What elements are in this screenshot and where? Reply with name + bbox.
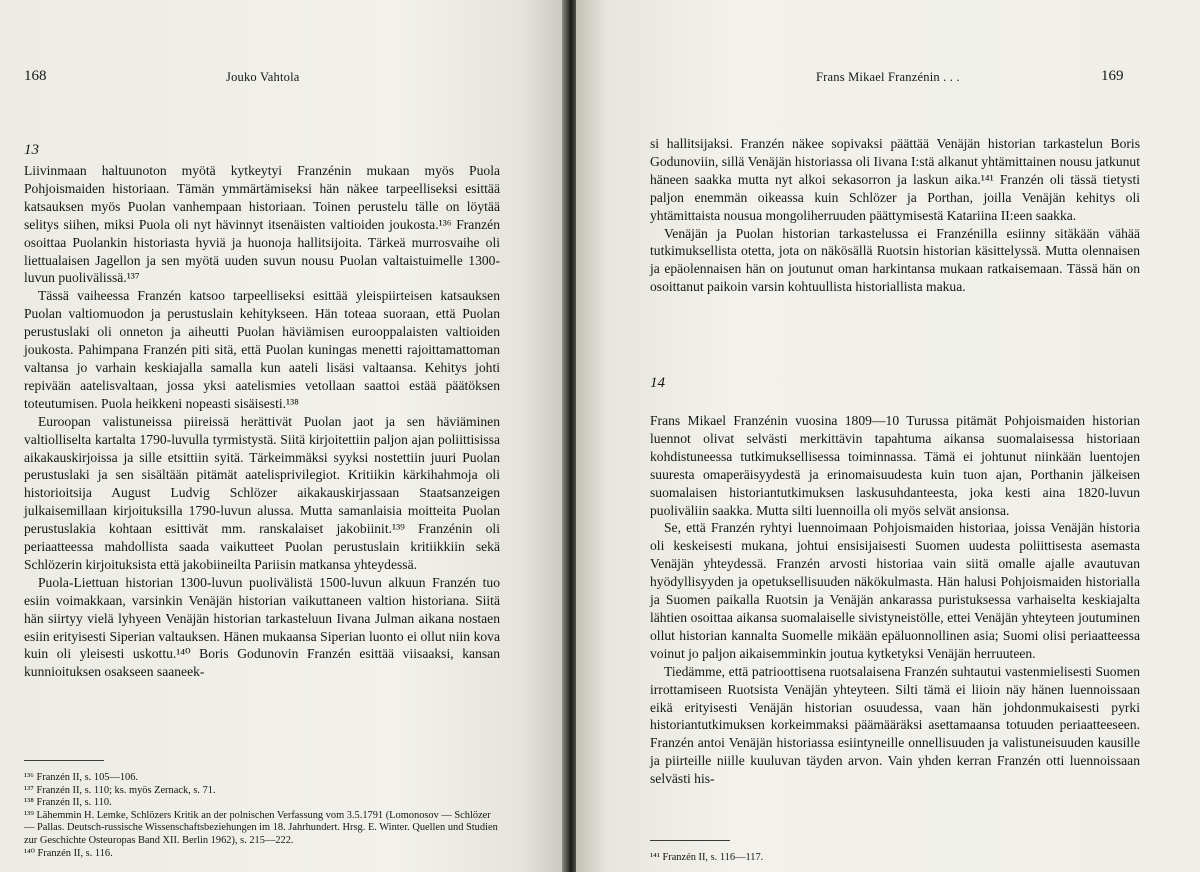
- footnotes-left: [24, 772, 500, 860]
- right-page: [576, 0, 1200, 872]
- paragraph: Puola-Liettuan historian 1300-luvun puolivälistä 1500-luvun alkuun Franzén tuo esiin voimakkaan, varsinkin Venäjän historian vaikuttaneen valtion historiana. Siitä hän siirtyy vielä lyhyeen Venäjän historian tarkasteluun Iivana Julman aikana nostaen esiin erityisesti Siperian valtauksen. Hänen mukaansa Siperian luonto ei ollut niin kova kuin oli yleisesti uskottu.¹⁴⁰ Boris Godunovin Franzén esittää viisaaksi, kansan kunnioituksen osakseen saaneek-: [24, 574, 500, 680]
- footnote-138: ¹³⁸ Franzén II, s. 110.: [24, 797, 112, 809]
- paragraph: Euroopan valistuneissa piireissä herättivät Puolan jaot ja sen häviäminen valtiolliselta kartalta 1790-luvulla tyrmistystä. Siitä kirjoitettiin paljon ajan poliittisissa aikakauskirjoissa ja sille etsittiin syitä. Tärkeimmäksi syyksi nostettiin juuri Puolan perustuslaki ja sen sisältään pitämät aatelisprivilegiot. Kritiikin kärkihahmoja oli historioitsija August Ludvig Schlözer aikakauskirjassaan Staatsanzeigen julkaisemillaan kirjoituksilla 1790-luvun alussa. Mutta samanlaisia moitteita Puolan perustuslakia kohtaan esittivät mm. ranskalaiset jakobiinit.¹³⁹ Franzénin oli periaatteessa mahdollista saada vaikutteet Puolan perustuslain kritiikkiin sekä Schlözerin kirjoituksista että jakobiineilta Pariisin matkansa yhteydessä.: [24, 413, 500, 572]
- paragraph: Se, että Franzén ryhtyi luennoimaan Pohjoismaiden historiaa, joissa Venäjän historia oli keskeisesti mukana, johtui ensisijaisesti Suomen uudesta poliittisesta asemasta Venäjän yhteydessä. Franzén arvosti historiaa vain siitä omalle ajalle avautuvan hyödyllisyyden ja opetuksellisuuden näkökulmasta. Hän halusi Pohjoismaiden historialla ja Suomen paikalla Ruotsin ja Venäjän ankarassa puristuksessa varhaiselta keskiajalta lähtien osoittaa aikansa suomalaiselle sivistyneistölle, ettei Venäjän yhteyteen joutuminen ollut historian kannalta Suomelle mikään epäluonnollinen asia; Suomi olisi periaatteessa voinut jo paljon aikaisemminkin joutua kytketyksi Venäjän herruuteen.: [650, 520, 1140, 661]
- paragraph: Venäjän ja Puolan historian tarkastelussa ei Franzénilla esiinny sitäkään vähää tutkimuksellista otetta, jota on näkösällä Ruotsin historian käsittelyssä. Mutta olennaisen ja epäolennaisen hän on joutunut oman harkintansa mukaan ratkaisemaan. Tässä hän on osoittanut paikoin varsin kohtuullista historiallista makua.: [650, 225, 1140, 295]
- paragraph: Tiedämme, että patrioottisena ruotsalaisena Franzén suhtautui vastenmielisesti Suomen irrottamiseen Ruotsista Venäjän yhteyteen. Silti tämä ei liioin näy hänen luennoissaan eikä erityisesti Venäjän historian osuudessa, vaan hän johdonmukaisesti pyrki historiantutkimuksen korkeimmaksi päämääräksi asettamaansa totuuden periaatteeseen. Franzén antoi Venäjän historiassa esiintyneille onnellisuuden ja valistuneisuuden kausille ja piirteille niille kuuluvan täyden arvon. Vain yhden kerran Franzén otti luennoissaan selvästi his-: [650, 663, 1140, 787]
- footnote-141: ¹⁴¹ Franzén II, s. 116—117.: [650, 852, 764, 863]
- page-number-left: 168: [24, 68, 47, 84]
- paragraph: Tässä vaiheessa Franzén katsoo tarpeelliseksi esittää yleispiirteisen katsauksen Puolan valtiomuodon ja perustuslain kehitykseen. Hän toteaa suoraan, että Puolan perustuslaki oli onneton ja aiheutti Puolan häviämisen eurooppalaisten valtioiden joukosta. Pahimpana Franzén piti sitä, että Puolan kuningas menetti rajoittamattoman valtansa jo varhain keskiajalla samalla kun aateli lisäsi valtaansa. Kehitys johti repivään aatelisvaltaan, jossa yksi aatelismies vetollaan saattoi estää päätöksen toteutumisen. Puola heikkeni nopeasti sisäisesti.¹³⁸: [24, 288, 500, 411]
- running-head-right: Frans Mikael Franzénin . . .: [816, 70, 960, 84]
- right-page-body-top: [650, 135, 1140, 296]
- left-page-body: [24, 162, 500, 681]
- paragraph: Liivinmaan haltuunoton myötä kytkeytyi Franzénin mukaan myös Puola Pohjoismaiden historiaan. Tämän ymmärtämiseksi hän näkee tarpeelliseksi esittää katsauksen myös Puolan vanhempaan historiaan. Toinen perustelu tälle on löytää selitys siihen, miksi Puola oli nyt hävinnyt itsenäisten valtioiden joukosta.¹³⁶ Franzén osoittaa Puolankin historiasta hyviä ja huonoja hallitsijoita. Tärkeä murrosvaihe oli liettualaisen Jagellon ja sen myötä uuden suvun nousu Puolan valtaistuimelle 1300-luvun puolivälissä.¹³⁷: [24, 163, 500, 286]
- footnote-139: ¹³⁹ Lähemmin H. Lemke, Schlözers Kritik an der polnischen Verfassung vom 3.5.1791 (Lomonosov — Schlözer — Pallas. Deutsch-russische Wissenschaftsbeziehungen im 18. Jahrhundert. Hrsg. E. Winter. Quellen und Studien zur Geschichte Osteuropas Band XII. Berlin 1962), s. 215—222.: [24, 809, 498, 846]
- page-number-right: 169: [1101, 68, 1124, 84]
- left-page: [0, 0, 566, 872]
- footnote-136: ¹³⁶ Franzén II, s. 105—106.: [24, 772, 139, 783]
- footnote-rule-left: [24, 760, 104, 761]
- footnote-140: ¹⁴⁰ Franzén II, s. 116.: [24, 847, 113, 859]
- section-number-14: 14: [650, 375, 665, 391]
- right-page-body-bottom: [650, 412, 1140, 788]
- footnote-137: ¹³⁷ Franzén II, s. 110; ks. myös Zernack, s. 71.: [24, 784, 216, 796]
- section-number-13: 13: [24, 142, 39, 158]
- footnote-rule-right: [650, 840, 730, 841]
- running-head-left: Jouko Vahtola: [226, 70, 300, 84]
- paragraph: si hallitsijaksi. Franzén näkee sopivaksi päättää Venäjän historian tarkastelun Boris Godunoviin, sillä Venäjän historiassa oli Iivana I:stä alkanut yhtämittainen nousu jatkunut häneen saakka mutta nyt alkoi sekasorron ja laskun aika.¹⁴¹ Franzén oli tässä tietysti paljon enemmän oikeassa kuin Schlözer ja Porthan, joilla Venäjän kehitys oli yhtämittaista nousua mongoliherruuden päättymisestä Katariina II:een saakka.: [650, 136, 1140, 223]
- footnotes-right: [650, 852, 1140, 865]
- paragraph: Frans Mikael Franzénin vuosina 1809—10 Turussa pitämät Pohjoismaiden historian luennot olivat selvästi merkittävin tapahtuma aikansa suomalaisessa historiaan kohdistuneessa tutkimuksellisessa toiminnassa. Tämä ei johtunut niinkään luentojen suuresta omaperäisyydestä ja erinomaisuudesta kuin tuon ajan, Porthanin jälkeisen suomalaisen historiantutkimuksen laskusuhdanteesta, joka kesti aina 1820-luvun puoliväliin saakka. Mutta silti luennoilla oli myös selvät ansionsa.: [650, 413, 1140, 518]
